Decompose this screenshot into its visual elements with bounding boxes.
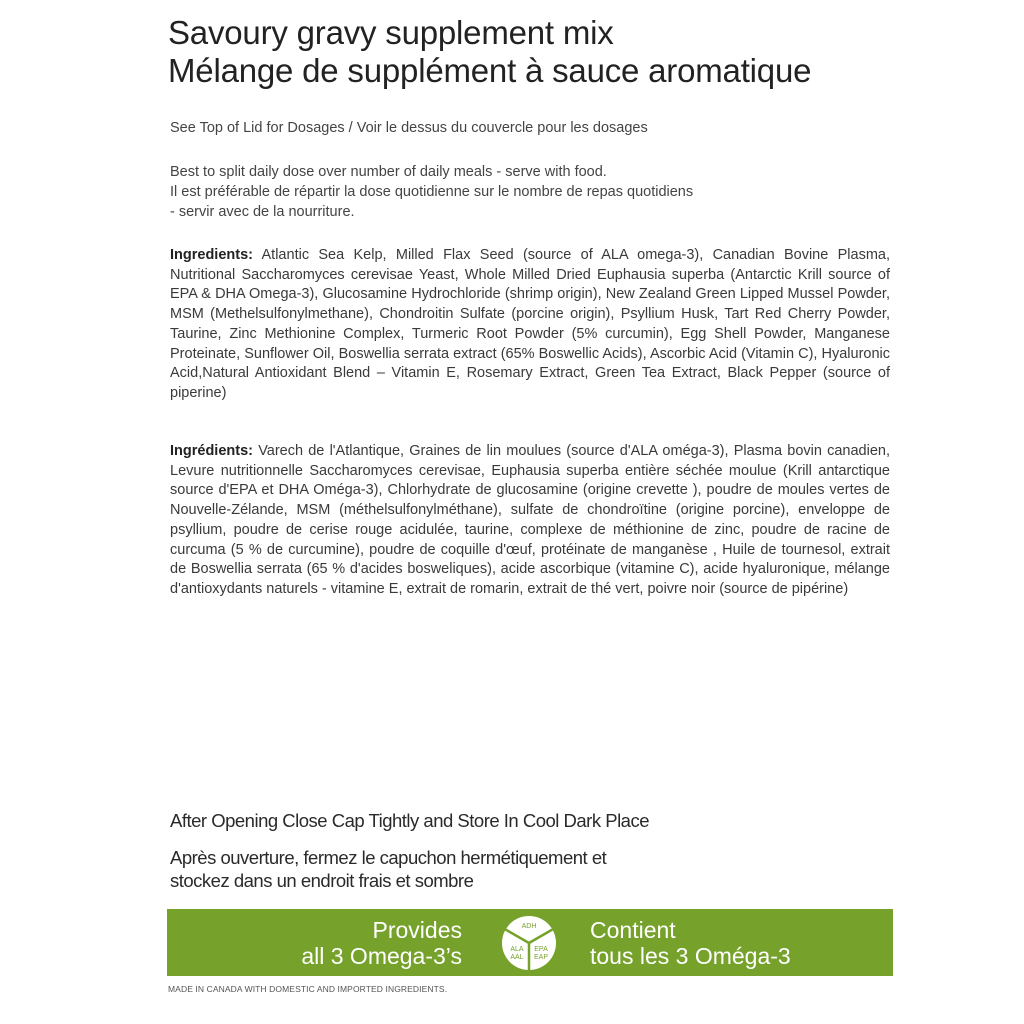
title-block — [168, 14, 908, 90]
serving-line-french-1: Il est préférable de répartir la dose quotidienne sur le nombre de repas quotidiens — [170, 184, 694, 200]
serving-instructions — [170, 162, 890, 222]
ingredients-french-label: Ingrédients: — [170, 443, 253, 459]
title-french: Mélange de supplément à sauce aromatique — [168, 52, 812, 89]
icon-label-adh: ADH — [521, 923, 537, 930]
storage-instructions-english: After Opening Close Cap Tightly and Store In Cool Dark Place — [170, 810, 650, 831]
icon-label-aal: AAL — [510, 954, 524, 961]
ingredients-english-text: Atlantic Sea Kelp, Milled Flax Seed (source of ALA omega-3), Canadian Bovine Plasma, Nutritional Saccharomyces cerevisae Yeast, Whole Milled Dried Euphausia superba (Antarctic Krill source of EPA & DHA Omega-3), Glucosamine Hydrochloride (shrimp origin), New Zealand Green Lipped Mussel Powder, MSM (Methelsulfonylmethane), Chondroitin Sulfate (porcine origin), Psyllium Husk, Tart Red Cherry Powder, Taurine, Zinc Methionine Complex, Turmeric Root Powder (5% curcumin), Egg Shell Powder, Manganese Proteinate, Sunflower Oil, Boswellia serrata extract (65% Boswellic Acids), Ascorbic Acid (Vitamin C), Hyaluronic Acid,Natural Antioxidant Blend – Vitamin E, Rosemary Extract, Green Tea Extract, Black Pepper (source of piperine) — [170, 247, 891, 401]
omega-english-line-2: all 3 Omega-3’s — [301, 943, 462, 969]
omega-french-line-2: tous les 3 Oméga-3 — [590, 943, 791, 969]
ingredients-french — [170, 442, 890, 600]
storage-french-line-1: Après ouverture, fermez le capuchon hermétiquement et — [170, 847, 607, 868]
storage-french-line-2: stockez dans un endroit frais et sombre — [170, 870, 474, 891]
omega-banner — [167, 909, 893, 976]
omega-banner-french — [590, 917, 791, 969]
icon-label-eap: EAP — [533, 954, 549, 961]
omega-3-trio-icon — [500, 914, 558, 972]
omega-french-line-1: Contient — [590, 917, 676, 943]
ingredients-english — [170, 246, 890, 404]
icon-label-ala: ALA — [510, 946, 524, 953]
omega-banner-english — [301, 917, 462, 969]
made-in-canada-note: MADE IN CANADA WITH DOMESTIC AND IMPORTED INGREDIENTS. — [168, 984, 448, 994]
ingredients-french-text: Varech de l'Atlantique, Graines de lin moulues (source d'ALA oméga-3), Plasma bovin canadien, Levure nutritionnelle Saccharomyces cerevisae, Euphausia superba entière séchée moulue (Krill antarctique source d'EPA et DHA Oméga-3), Chlorhydrate de glucosamine (origine crevette ), poudre de moules vertes de Nouvelle-Zélande, MSM (méthelsulfonylméthane), sulfate de chondroïtine (origine porcine), enveloppe de psyllium, poudre de cerise rouge acidulée, taurine, complexe de méthionine de zinc, poudre de racine de curcuma (5 % de curcumine), poudre de coquille d'œuf, protéinate de manganèse , Huile de tournesol, extrait de Boswellia serrata (65 % d'acides bosweliques), acide ascorbique (vitamine C), acide hyaluronique, mélange d'antioxydants naturels - vitamine E, extrait de romarin, extrait de thé vert, poivre noir (source de pipérine) — [170, 443, 890, 597]
icon-label-epa: EPA — [534, 946, 548, 953]
serving-line-english: Best to split daily dose over number of daily meals - serve with food. — [170, 164, 607, 180]
dosage-note: See Top of Lid for Dosages / Voir le dessus du couvercle pour les dosages — [170, 120, 648, 136]
ingredients-english-label: Ingredients: — [170, 247, 253, 263]
omega-english-line-1: Provides — [372, 917, 462, 943]
serving-line-french-2: - servir avec de la nourriture. — [170, 204, 355, 220]
storage-instructions-french — [170, 846, 650, 892]
title-english: Savoury gravy supplement mix — [168, 14, 614, 51]
